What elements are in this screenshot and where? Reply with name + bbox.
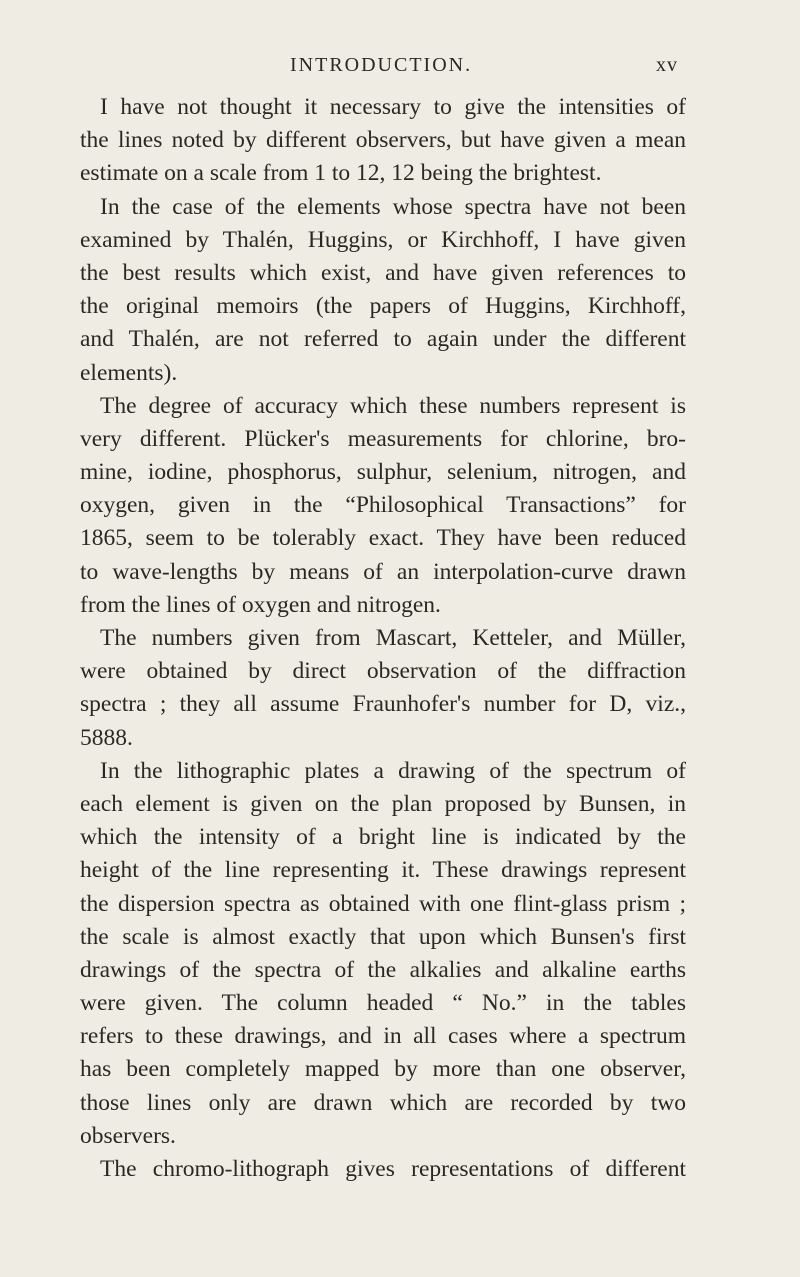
running-title: INTRODUCTION.: [290, 54, 473, 76]
text-line: height of the line representing it. These drawings represent: [80, 857, 686, 884]
text-line: examined by Thalén, Huggins, or Kirchhoff, I have given: [80, 226, 686, 253]
text-line: In the lithographic plates a drawing of the spectrum of: [100, 757, 686, 784]
text-line: has been completely mapped by more than one observer,: [80, 1056, 686, 1083]
text-line: I have not thought it necessary to give the intensities of: [100, 94, 686, 120]
text-line: each element is given on the plan proposed by Bunsen, in: [80, 790, 686, 817]
text-line: were given. The column headed “ No.” in the tables: [80, 990, 686, 1017]
text-line: elements).: [80, 359, 178, 386]
text-line: spectra ; they all assume Fraunhofer's number for D, viz.,: [80, 691, 686, 718]
text-line: observers.: [80, 1122, 176, 1149]
text-line: refers to these drawings, and in all cases where a spectrum: [80, 1023, 686, 1050]
text-line: The degree of accuracy which these numbers represent is: [100, 392, 686, 419]
text-line: from the lines of oxygen and nitrogen.: [80, 591, 441, 618]
page-number: xv: [656, 54, 678, 76]
text-line: mine, iodine, phosphorus, sulphur, selenium, nitrogen, and: [80, 459, 686, 486]
text-line: drawings of the spectra of the alkalies and alkaline earths: [80, 956, 686, 983]
text-line: The numbers given from Mascart, Ketteler, and Müller,: [100, 625, 686, 651]
body-text: [80, 91, 686, 1186]
text-line: estimate on a scale from 1 to 12, 12 being the brightest.: [80, 160, 602, 187]
text-line: the lines noted by different observers, but have given a mean: [80, 127, 686, 154]
running-header: [0, 54, 800, 80]
text-line: oxygen, given in the “Philosophical Transactions” for: [80, 492, 686, 519]
text-line: were obtained by direct observation of the diffraction: [80, 658, 686, 685]
text-line: the dispersion spectra as obtained with one flint-glass prism ;: [80, 890, 686, 917]
text-line: the best results which exist, and have given references to: [80, 259, 686, 286]
text-line: which the intensity of a bright line is indicated by the: [80, 824, 686, 851]
text-line: very different. Plücker's measurements for chlorine, bro-: [80, 425, 686, 452]
text-line: the scale is almost exactly that upon which Bunsen's first: [80, 923, 686, 950]
text-line: 1865, seem to be tolerably exact. They have been reduced: [80, 525, 686, 552]
text-line: and Thalén, are not referred to again under the different: [80, 326, 686, 353]
text-line: those lines only are drawn which are recorded by two: [80, 1089, 686, 1116]
text-line: the original memoirs (the papers of Huggins, Kirchhoff,: [80, 293, 686, 320]
text-line: In the case of the elements whose spectra have not been: [100, 193, 686, 220]
text-line: 5888.: [80, 724, 133, 751]
text-line: The chromo-lithograph gives representations of different: [100, 1156, 686, 1182]
text-line: to wave-lengths by means of an interpolation-curve drawn: [80, 558, 686, 585]
